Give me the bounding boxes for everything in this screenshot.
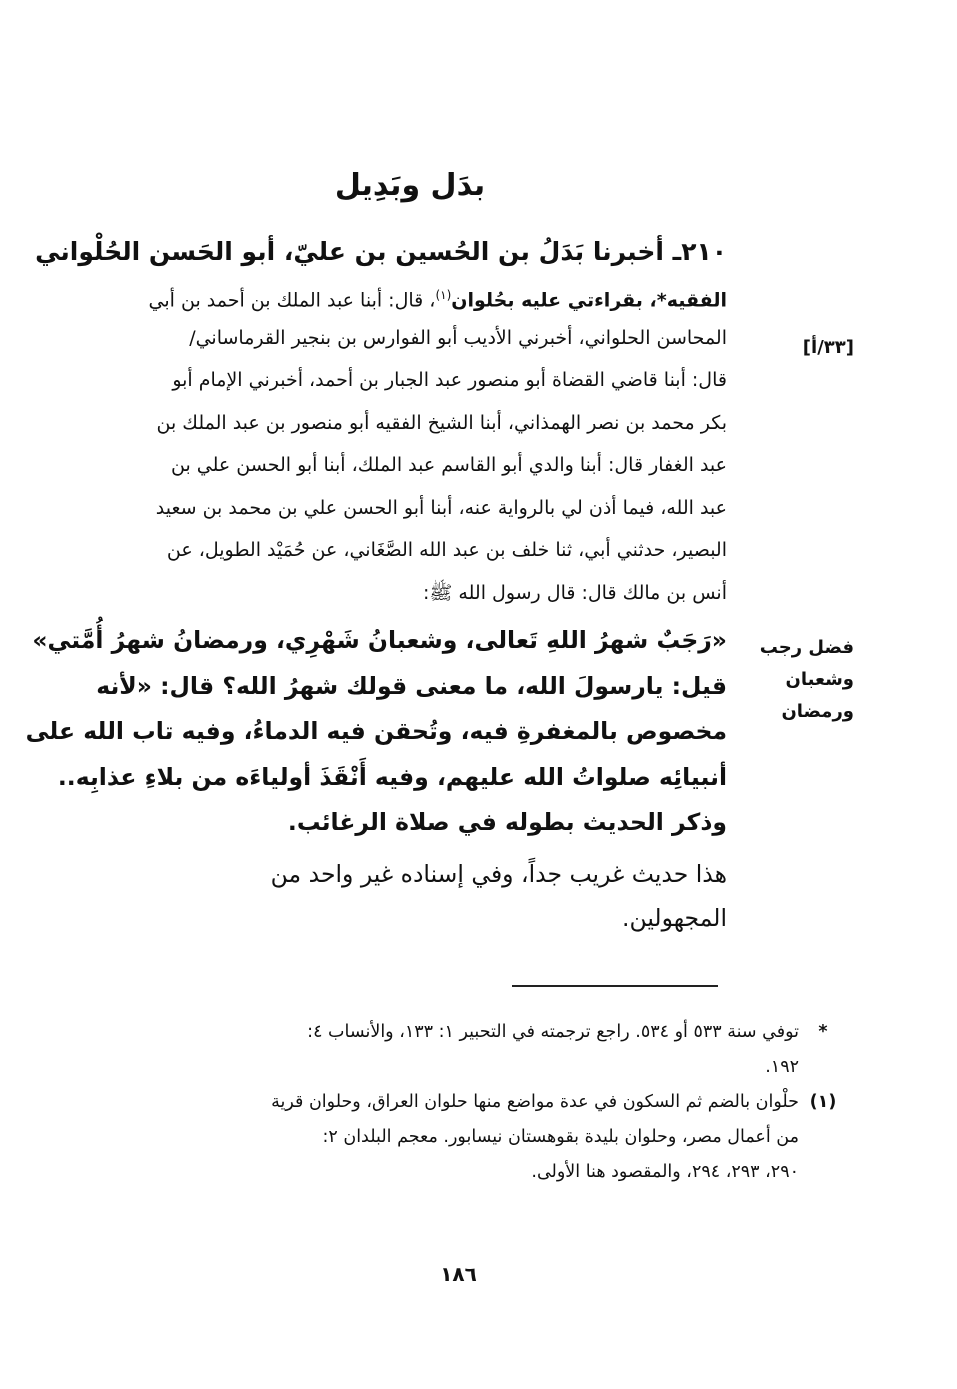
entry-line <box>100 274 727 317</box>
hadith-quote-line: أنبيائِه صلواتُ الله عليهم، وفيه أَنْقَذَ أولياءَه من بلاءِ عذابِه.. <box>57 762 727 791</box>
margin-topic-note <box>734 632 854 728</box>
footnote <box>100 1085 839 1190</box>
hadith-quote-line: وذكر الحديث بطوله في صلاة الرغائب. <box>287 808 727 836</box>
entry-line: أنس بن مالك قال: قال رسول الله ﷺ: <box>423 581 727 604</box>
footnote-line: ١٩٢. <box>765 1057 799 1077</box>
entry-line: بكر محمد بن نصر الهمذاني، أبنا الشيخ الفقيه أبو منصور بن عبد الملك بن <box>156 411 727 434</box>
entry-line-start: الفقيه*، بقراءتي عليه بحُلوان <box>451 289 727 312</box>
entry-line: عبد الغفار قال: أبنا والدي أبو القاسم عبد الملك، أبنا أبو الحسن علي بن <box>170 454 727 476</box>
entry-line: قال: أبنا قاضي القضاة أبو منصور عبد الجبار بن أحمد، أخبرني الإمام أبو <box>172 369 727 391</box>
footnote-line: حلْوان بالضم ثم السكون في عدة مواضع منها حلوان العراق، وحلوان قرية <box>271 1092 799 1112</box>
footnote-line: ٢٩٠، ٢٩٣، ٢٩٤، والمقصود هنا الأولى. <box>531 1162 799 1182</box>
footnotes <box>100 1015 839 1190</box>
entry-line: عبد الله، فيما أذن لي بالرواية عنه، أبنا أبو الحسن علي بن محمد بن سعيد <box>155 496 727 519</box>
footnote-mark: (١) <box>809 1092 837 1112</box>
page-title: بدَل وبَدِيل <box>334 168 486 203</box>
hadith-quote-line: «رَجَبٌ شهرُ اللهِ تَعالى، وشعبانُ شَهْرِي، ورمضانُ شهرُ أُمَّتي» <box>32 626 727 654</box>
page-number: ١٨٦ <box>440 1262 477 1286</box>
margin-folio-reference: [٣٣/أ] <box>802 337 854 358</box>
entry-body <box>25 230 727 940</box>
entry-heading-line: ٢١٠ـ أخبرنا بَدَلُ بن الحُسين بن عليّ، أبو الحَسن الحُلْواني <box>35 237 727 266</box>
hadith-quote-line: قيل: يارسولَ الله، ما معنى قولك شهرُ الله؟ قال: «لأنه <box>96 671 727 700</box>
footnote-separator <box>512 985 718 987</box>
entry-line-tail: ، قال: أبنا عبد الملك بن أحمد بن أبي <box>148 289 436 312</box>
footnote-line: من أعمال مصر، وحلوان بليدة بقوهستان نيسابور. معجم البلدان ٢: <box>322 1127 799 1147</box>
footnote <box>100 1015 839 1085</box>
footnote-ref: (١) <box>435 288 452 302</box>
page-number-container <box>0 1262 957 1286</box>
entry-line: البصير، حدثني أبي، ثنا خلف بن عبد الله الصَّغَاني، عن حُمَيْد الطويل، عن <box>166 539 727 561</box>
comment-line: المجهولين. <box>621 903 727 932</box>
margin-topic-line: وشعبان ورمضان <box>781 669 854 722</box>
footnote-mark: * <box>818 1022 828 1042</box>
margin-topic-line: فضل رجب <box>759 637 854 658</box>
footnote-line: توفي سنة ٥٣٣ أو ٥٣٤. راجع ترجمته في التحبير ١: ١٣٣، والأنساب ٤: <box>307 1022 799 1042</box>
comment-line: هذا حديث غريب جداً، وفي إسناده غير واحد من <box>270 859 727 888</box>
hadith-quote-line: مخصوص بالمغفرةِ فيه، وتُحقن فيه الدماءُ، وفيه تاب الله على <box>25 717 727 745</box>
entry-line: المحاسن الحلواني، أخبرني الأديب أبو الفوارس بن بنجير القرماساني/ <box>189 326 727 349</box>
